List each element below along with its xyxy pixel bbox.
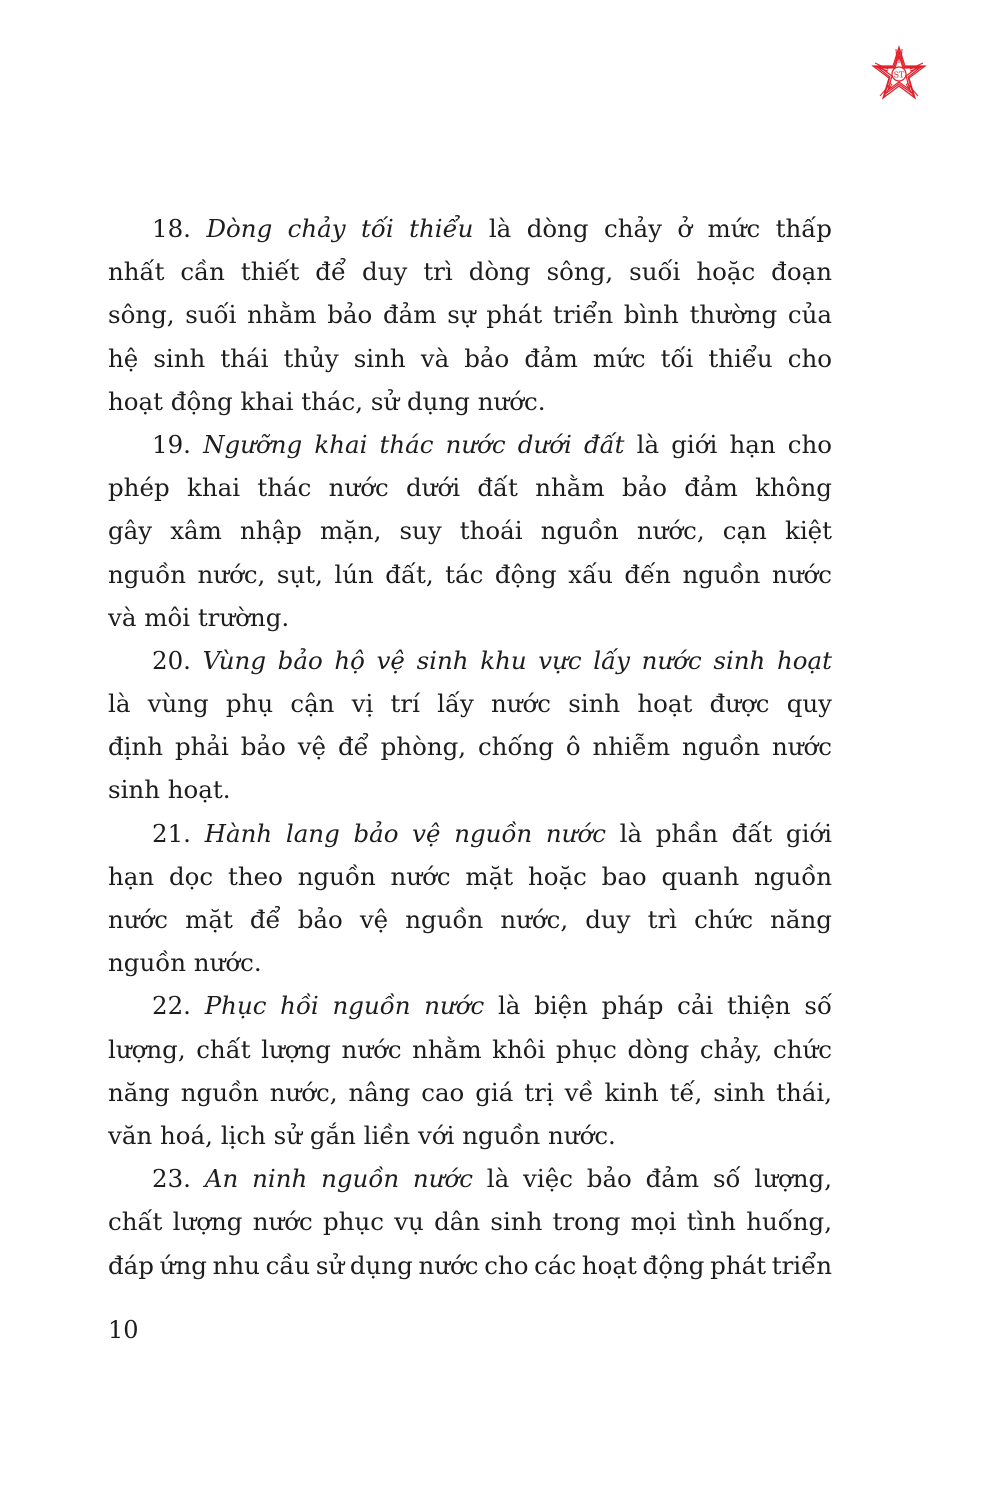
text-line: chất lượng nước phục vụ dân sinh trong mọi tình huống, — [108, 1207, 832, 1237]
star-logo-icon — [870, 45, 928, 103]
publisher-star-logo — [870, 45, 928, 103]
paragraph-20-line-1 — [108, 639, 832, 682]
text-line: lượng, chất lượng nước nhằm khôi phục dòng chảy, chức — [108, 1034, 832, 1064]
text-line: là vùng phụ cận vị trí lấy nước sinh hoạt được quy — [108, 689, 832, 719]
defined-term: Hành lang bảo vệ nguồn nước — [204, 818, 606, 848]
item-number: 23. — [152, 1164, 191, 1194]
text-line: và môi trường. — [108, 602, 290, 632]
paragraph-23-line-1 — [108, 1157, 832, 1200]
text-line: nguồn nước, sụt, lún đất, tác động xấu đến nguồn nước — [108, 559, 832, 589]
defined-term: Phục hồi nguồn nước — [204, 991, 485, 1021]
text-line: là việc bảo đảm số lượng, — [472, 1164, 832, 1194]
defined-term: Ngưỡng khai thác nước dưới đất — [203, 429, 625, 459]
defined-term: Dòng chảy tối thiểu — [206, 214, 474, 243]
defined-term: Vùng bảo hộ vệ sinh khu vực lấy nước sinh hoạt — [202, 645, 832, 675]
logo-text: ST — [893, 70, 905, 80]
defined-term: An ninh nguồn nước — [204, 1164, 473, 1194]
text-line: hạn dọc theo nguồn nước mặt hoặc bao quanh nguồn — [108, 861, 832, 891]
item-number: 18. — [152, 214, 191, 243]
document-body — [108, 207, 832, 1287]
text-line: nhất cần thiết để duy trì dòng sông, suối hoặc đoạn — [108, 257, 832, 287]
text-line: năng nguồn nước, nâng cao giá trị về kinh tế, sinh thái, — [108, 1077, 832, 1107]
text-line: văn hoá, lịch sử gắn liền với nguồn nước. — [108, 1120, 616, 1150]
paragraph-19-line-1 — [108, 423, 832, 466]
text-line: sông, suối nhằm bảo đảm sự phát triển bình thường của — [108, 300, 832, 330]
text-line: là biện pháp cải thiện số — [484, 991, 832, 1021]
paragraph-22-line-1 — [108, 984, 832, 1027]
paragraph-18-line-1 — [108, 207, 832, 250]
text-line: là giới hạn cho — [624, 429, 832, 459]
item-number: 21. — [152, 818, 191, 848]
text-line: là dòng chảy ở mức thấp — [473, 214, 832, 243]
text-line: hệ sinh thái thủy sinh và bảo đảm mức tối thiểu cho — [108, 343, 832, 373]
text-line: nước mặt để bảo vệ nguồn nước, duy trì chức năng — [108, 905, 832, 934]
item-number: 19. — [152, 429, 191, 459]
text-line: đáp ứng nhu cầu sử dụng nước cho các hoạt động phát triển — [108, 1250, 832, 1280]
text-line: là phần đất giới — [605, 818, 832, 848]
text-line: nguồn nước. — [108, 948, 262, 978]
text-line: sinh hoạt. — [108, 775, 231, 805]
text-line: định phải bảo vệ để phòng, chống ô nhiễm nguồn nước — [108, 732, 832, 762]
text-line: phép khai thác nước dưới đất nhằm bảo đảm không — [108, 473, 832, 503]
item-number: 20. — [152, 645, 191, 675]
item-number: 22. — [152, 991, 191, 1021]
text-line: gây xâm nhập mặn, suy thoái nguồn nước, cạn kiệt — [108, 516, 832, 546]
text-line: hoạt động khai thác, sử dụng nước. — [108, 386, 546, 416]
paragraph-21-line-1 — [108, 812, 832, 855]
page-number: 10 — [108, 1316, 139, 1344]
